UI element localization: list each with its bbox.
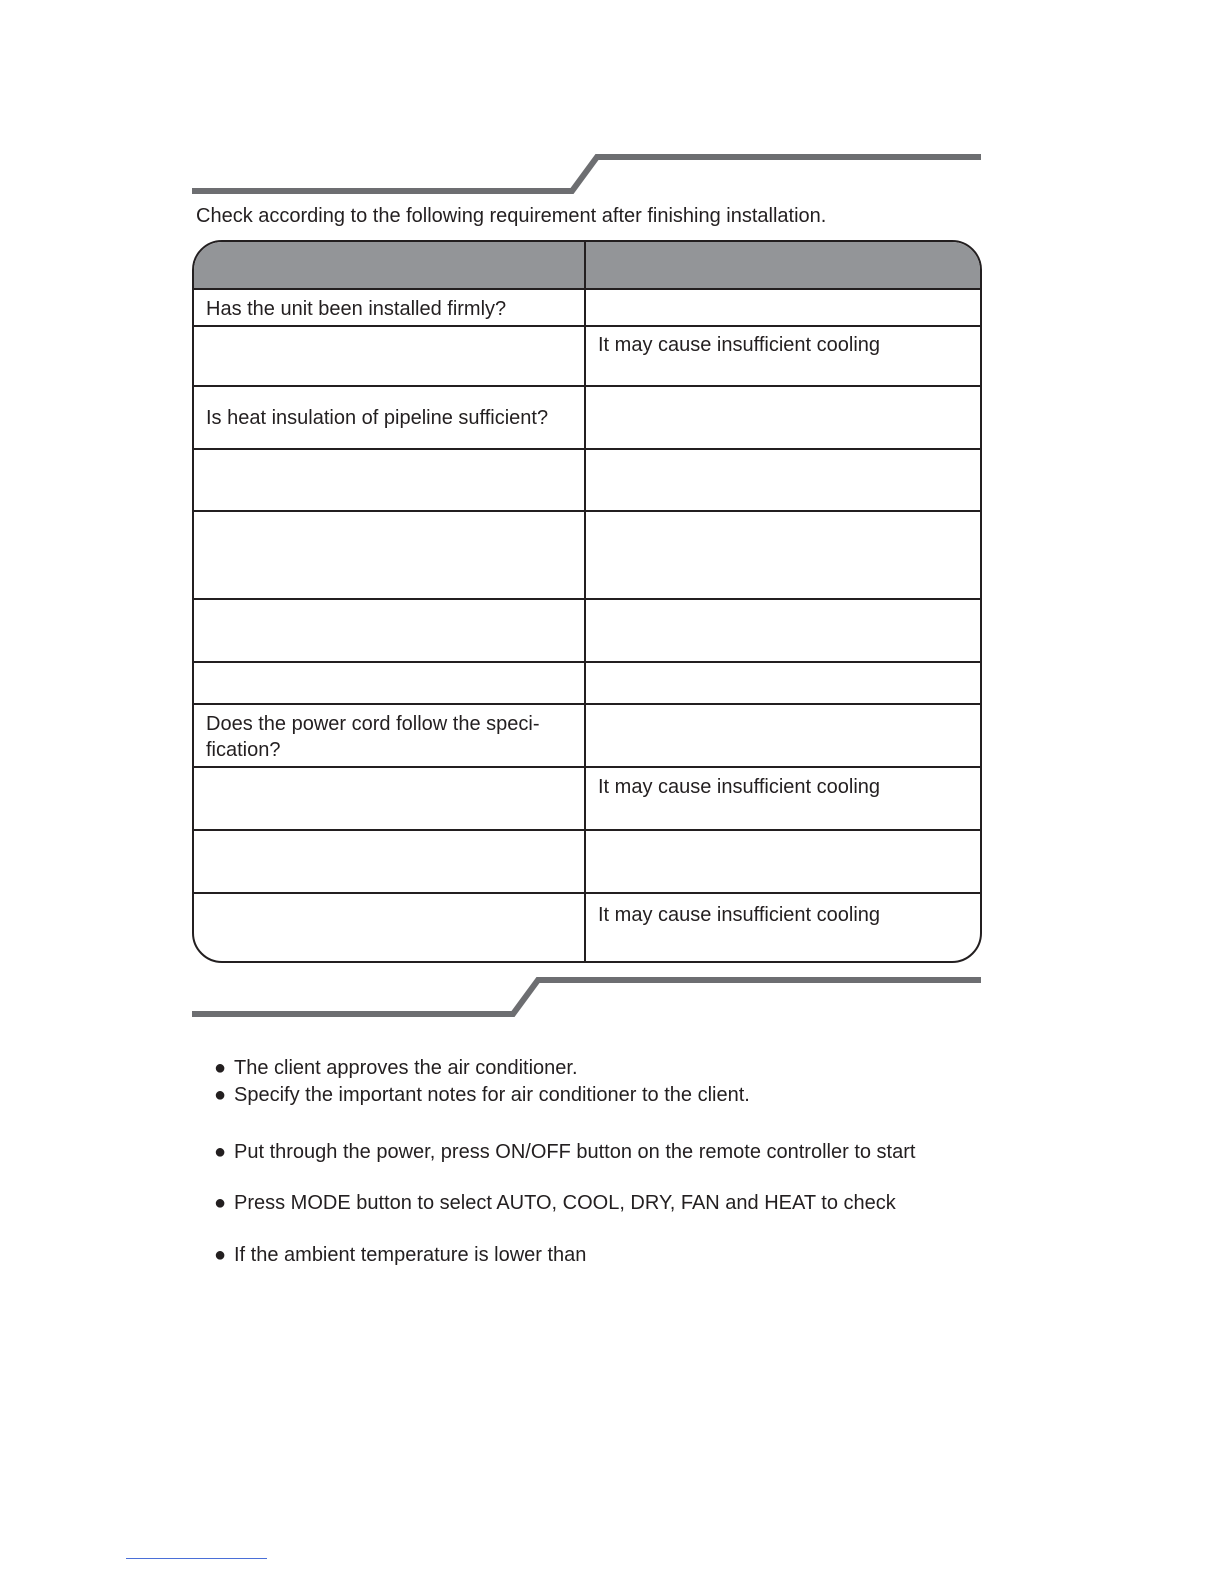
bullet-text: Specify the important notes for air conditioner to the client. xyxy=(234,1084,750,1106)
check-item-cell: Does the power cord follow the speci- fication? xyxy=(194,705,586,766)
bullet-dot-icon: ● xyxy=(214,1084,227,1106)
bullet-text: Press MODE button to select AUTO, COOL, DRY, FAN and HEAT to check xyxy=(234,1192,896,1214)
check-item-cell: Is heat insulation of pipeline sufficient? xyxy=(194,387,586,448)
bullet-item xyxy=(214,1191,896,1215)
consequence-cell: It may cause insufficient cooling xyxy=(598,904,881,926)
bullet-item xyxy=(214,1083,750,1107)
footer-link-underline xyxy=(126,1558,267,1559)
bullet-item xyxy=(214,1140,915,1164)
intro-text: Check according to the following requirement after finishing installation. xyxy=(196,205,827,227)
bullet-dot-icon: ● xyxy=(214,1192,227,1214)
bullet-item xyxy=(214,1243,586,1267)
consequence-cell: It may cause insufficient cooling xyxy=(598,776,881,798)
bullet-dot-icon: ● xyxy=(214,1057,227,1079)
check-item-cell: Has the unit been installed firmly? xyxy=(194,290,586,325)
bullet-dot-icon: ● xyxy=(214,1141,227,1163)
bullet-text: Put through the power, press ON/OFF button on the remote controller to start xyxy=(234,1141,916,1163)
consequence-cell: It may cause insufficient cooling xyxy=(598,334,881,356)
bullet-dot-icon: ● xyxy=(214,1244,227,1266)
bullet-item xyxy=(214,1056,578,1080)
bullet-text: If the ambient temperature is lower than xyxy=(234,1244,587,1266)
bullet-text: The client approves the air conditioner. xyxy=(234,1057,578,1079)
